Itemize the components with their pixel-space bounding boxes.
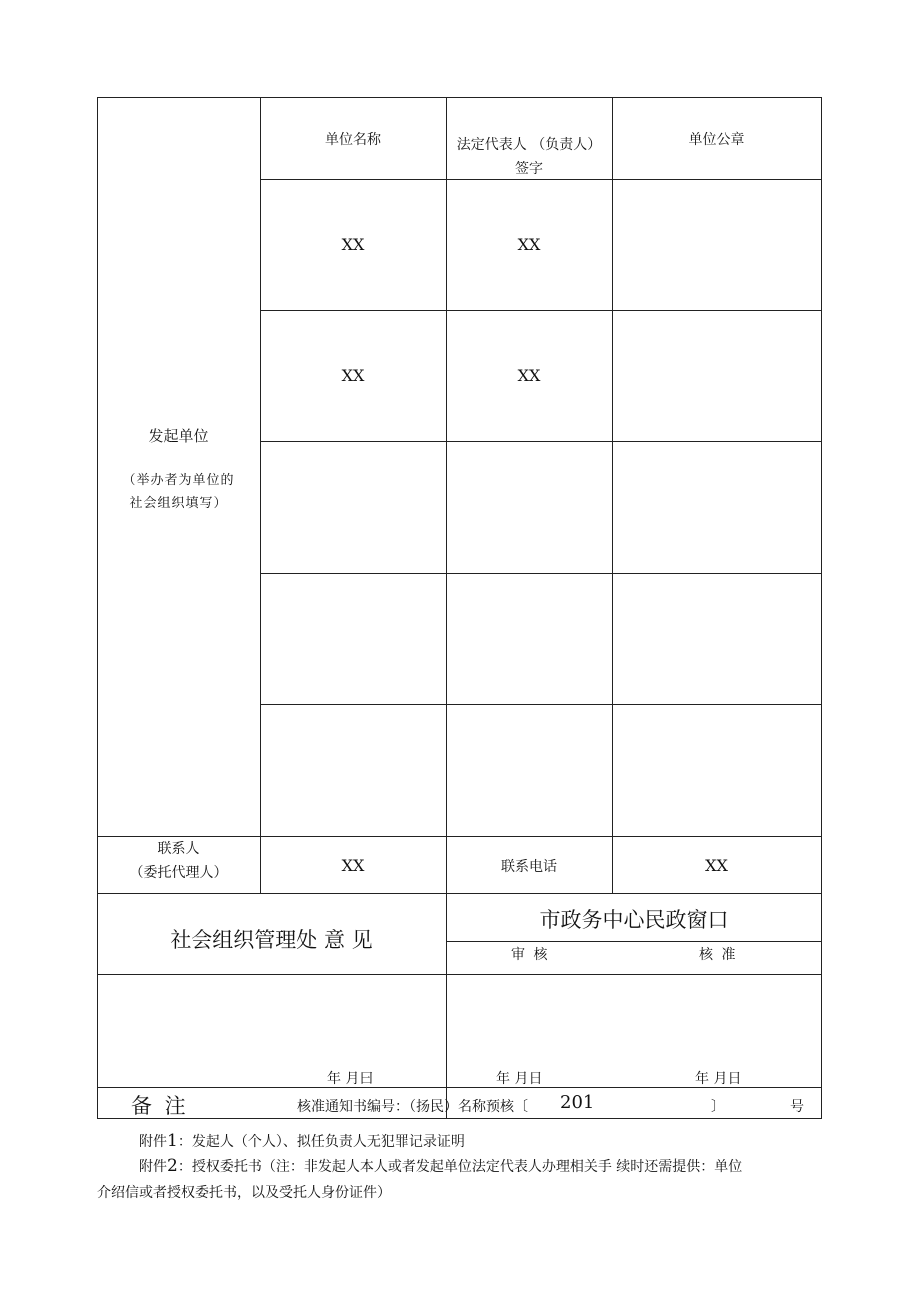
date-mid: 年 月日 (496, 1071, 543, 1087)
attachment-1 (139, 1131, 465, 1151)
attachment-1-text: ：发起人（个人）、拟任负责人无犯罪记录证明 (177, 1134, 465, 1150)
date-left: 年 月曰 (327, 1071, 374, 1087)
notice-suffix: 号 (790, 1099, 804, 1115)
col-header-unit-name: 单位名称 (325, 132, 381, 148)
initiator-note-line1: （举办者为单位的 (122, 473, 235, 488)
date-right: 年 月日 (695, 1071, 742, 1087)
attachment-1-label: 附件 (139, 1134, 167, 1150)
initiator-note-line2: 社会组织填写） (129, 496, 228, 511)
cell-unit-name: XX (341, 366, 365, 385)
attachment-2-label: 附件 (139, 1159, 167, 1175)
attachment-2-text: ：授权委托书（注：非发起人本人或者发起单位法定代表人办理相关手 续时还需提供：单位 (177, 1159, 743, 1175)
notice-bracket-close: 〕 (711, 1099, 725, 1115)
window-title: 市政务中心民政窗口 (539, 908, 729, 932)
col-header-rep-line2: 签字 (515, 161, 543, 177)
contact-value: XX (341, 856, 365, 875)
initiator-title: 发起单位 (148, 427, 209, 445)
cell-unit-name: XX (341, 235, 365, 254)
attachment-2 (139, 1156, 742, 1176)
attachment-2-line2: 介绍信或者授权委托书，以及受托人身份证件） (97, 1185, 391, 1201)
approve-label: 核 准 (699, 947, 738, 963)
attachment-1-number: 1 (167, 1131, 178, 1151)
notice-number-prefix: 核准通知书编号：（扬民）名称预核〔 (297, 1099, 528, 1115)
contact-label-line2: （委托代理人） (129, 865, 228, 881)
notice-year: 201 (560, 1092, 595, 1113)
review-label: 审 核 (511, 947, 550, 963)
phone-label: 联系电话 (501, 859, 557, 875)
phone-value: XX (705, 856, 728, 875)
col-header-rep-line1: 法定代表人 （负责人） (456, 137, 602, 153)
management-opinion-title: 社会组织管理处 意 见 (170, 928, 373, 952)
cell-rep-sign: XX (517, 235, 541, 254)
col-header-seal: 单位公章 (688, 132, 745, 148)
attachment-2-number: 2 (167, 1156, 178, 1176)
remark-label: 备 注 (131, 1094, 189, 1118)
cell-rep-sign: XX (517, 366, 541, 385)
contact-label-line1: 联系人 (157, 841, 200, 857)
